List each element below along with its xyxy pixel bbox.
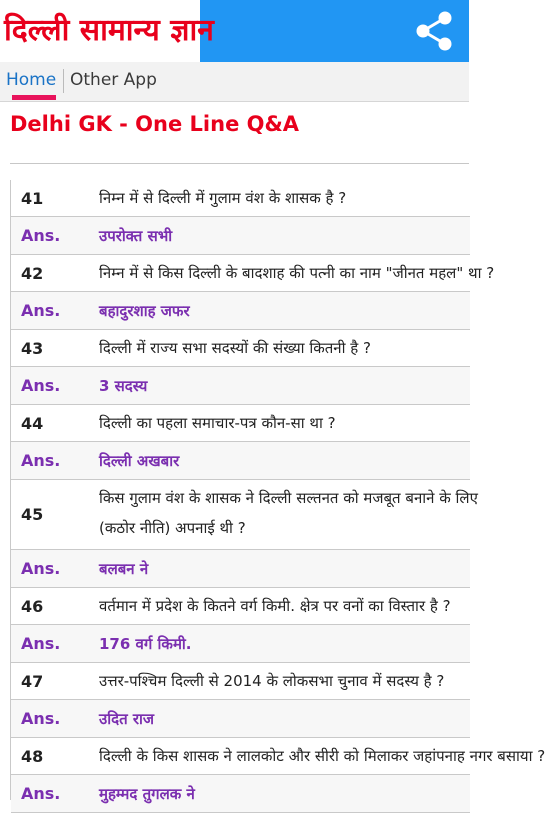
app-bar bbox=[0, 0, 469, 62]
tab-other-app-label: Other App bbox=[70, 70, 157, 90]
answer-row bbox=[11, 442, 470, 480]
tab-home[interactable] bbox=[6, 62, 56, 102]
answer-text: बहादुरशाह जफर bbox=[99, 301, 190, 320]
page-title: Delhi GK - One Line Q&A bbox=[10, 112, 300, 136]
answer-label: Ans. bbox=[21, 559, 61, 578]
tab-other-app[interactable] bbox=[70, 62, 157, 102]
question-text: वर्तमान में प्रदेश के कितने वर्ग किमी. क्षेत्र पर वनों का विस्तार है ? bbox=[99, 597, 451, 615]
tab-home-label: Home bbox=[6, 70, 57, 90]
answer-label: Ans. bbox=[21, 634, 61, 653]
answer-text: उपरोक्त सभी bbox=[99, 226, 173, 245]
tab-bar bbox=[0, 62, 469, 102]
answer-label: Ans. bbox=[21, 784, 61, 803]
answer-row bbox=[11, 775, 470, 813]
app-title: दिल्ली सामान्य ज्ञान bbox=[0, 0, 200, 62]
question-number: 41 bbox=[21, 188, 44, 208]
answer-row bbox=[11, 550, 470, 588]
answer-row bbox=[11, 217, 470, 255]
answer-text: 176 वर्ग किमी. bbox=[99, 634, 192, 653]
answer-text: बलबन ने bbox=[99, 559, 149, 578]
question-row bbox=[11, 738, 545, 775]
question-row bbox=[11, 255, 495, 292]
question-row bbox=[11, 480, 478, 550]
question-text: दिल्ली का पहला समाचार-पत्र कौन-सा था ? bbox=[99, 414, 336, 432]
answer-label: Ans. bbox=[21, 709, 61, 728]
question-text: निम्न में से दिल्ली में गुलाम वंश के शासक है ? bbox=[99, 189, 347, 207]
answer-row bbox=[11, 625, 470, 663]
question-number: 43 bbox=[21, 338, 44, 358]
answer-row bbox=[11, 367, 470, 405]
question-row bbox=[11, 180, 470, 217]
share-icon[interactable] bbox=[411, 8, 457, 54]
tab-divider bbox=[63, 69, 64, 93]
question-number: 45 bbox=[21, 505, 44, 524]
answer-text: 3 सदस्य bbox=[99, 376, 148, 395]
question-number: 42 bbox=[21, 263, 44, 283]
answer-label: Ans. bbox=[21, 226, 61, 245]
answer-label: Ans. bbox=[21, 301, 61, 320]
qa-list[interactable] bbox=[10, 180, 545, 803]
question-text-line-1: किस गुलाम वंश के शासक ने दिल्ली सल्तनत को मजबूत बनाने के लिए bbox=[99, 489, 478, 507]
question-number: 46 bbox=[21, 596, 44, 616]
answer-row bbox=[11, 700, 470, 738]
question-text: उत्तर-पश्चिम दिल्ली से 2014 के लोकसभा चुनाव में सदस्य है ? bbox=[99, 672, 445, 690]
question-text bbox=[99, 480, 478, 549]
answer-text: मुहम्मद तुगलक ने bbox=[99, 784, 195, 803]
question-number: 48 bbox=[21, 746, 44, 766]
question-row bbox=[11, 588, 470, 625]
answer-label: Ans. bbox=[21, 451, 61, 470]
question-text-line-2: (कठोर नीति) अपनाई थी ? bbox=[99, 519, 246, 537]
answer-row bbox=[11, 292, 470, 330]
title-divider bbox=[10, 163, 469, 164]
question-number: 44 bbox=[21, 413, 44, 433]
answer-text: दिल्ली अखबार bbox=[99, 451, 180, 470]
question-text: निम्न में से किस दिल्ली के बादशाह की पत्नी का नाम "जीनत महल" था ? bbox=[99, 264, 495, 282]
question-number: 47 bbox=[21, 671, 44, 691]
question-text: दिल्ली में राज्य सभा सदस्यों की संख्या कितनी है ? bbox=[99, 339, 371, 357]
answer-label: Ans. bbox=[21, 376, 61, 395]
question-text: दिल्ली के किस शासक ने लालकोट और सीरी को मिलाकर जहांपनाह नगर बसाया ? bbox=[99, 747, 545, 765]
question-row bbox=[11, 405, 470, 442]
question-row bbox=[11, 330, 470, 367]
tab-indicator bbox=[12, 95, 56, 100]
question-row bbox=[11, 663, 470, 700]
answer-text: उदित राज bbox=[99, 709, 154, 728]
